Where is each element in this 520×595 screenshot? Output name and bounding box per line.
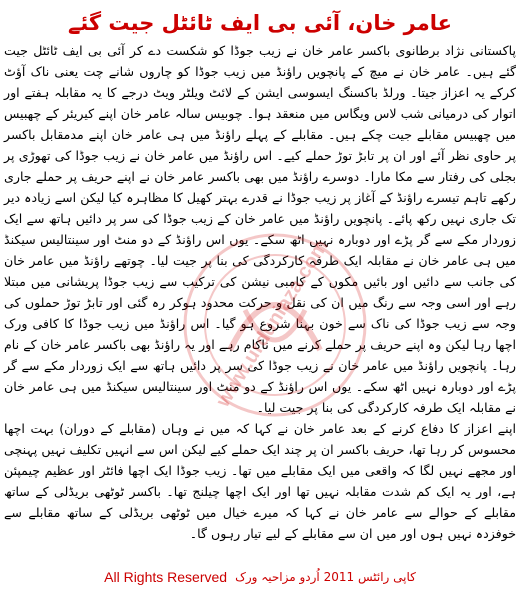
article-title: عامر خان، آئی بی ایف ٹائٹل جیت گئے — [68, 11, 452, 35]
watermark-text: www.urduniaza.com — [212, 235, 333, 411]
footer — [0, 566, 520, 588]
article-body — [4, 40, 516, 540]
footer-copyright: کاپی رائٹس 2011 اُردو مزاحیہ ورک — [235, 570, 416, 584]
footer-rights: All Rights Reserved — [104, 569, 228, 585]
article-paragraph-1: پاکستانی نژاد برطانوی باکسر عامر خان نے زیب جوڈا کو شکست دے کر آئی بی ایف ٹائٹل جیت گئے ہیں۔ عامر خان نے میچ کے پانچویں راؤنڈ میں زیب جوڈا کو چاروں شانے چت یعنی ناک آؤٹ کرکے یہ اعزاز جیتا۔ ورلڈ باکسنگ ایسوسی ایشن کے لائٹ ویلٹر ویٹ درجے کا یہ مقابلہ ہفتے اور اتوار کی درمیانی شب لاس ویگاس میں منعقد ہوا۔ چوبیس سالہ عامر خان اپنے کیریئر کے چھبیس میں چھبیس مقابلے جیت چکے ہیں۔ مقابلے کے پہلے راؤنڈ میں ہی عامر خان اپنے مدمقابل باکسر پر حاوی نظر آئے اور ان پر تابڑ توڑ حملے کیے۔ اس راؤنڈ میں عامر خان نے زیب جوڈا کی تھوڑی پر بجلی کی رفتار سے مکا مارا۔ دوسرے راؤنڈ میں بھی باکسر عامر خان نے اپنے حریف پر حملے جاری رکھے تاہم تیسرے راؤنڈ کے آغاز پر زیب جوڈا نے قدرے بہتر کھیل کا مظاہرہ کیا لیکن اسے زیادہ دیر تک جاری نہیں رکھ پائے۔ پانچویں راؤنڈ میں عامر خان کے زیب جوڈا کی سر پر دائیں ہاتھ سے ایک زوردار مکے سے گر پڑے اور دوبارہ نہیں اٹھ سکے۔ یوں اس راؤنڈ کے دو منٹ اور سینتالیس سیکنڈ میں ہی عامر خان نے مقابلہ ایک طرفہ کارکردگی کی بنا پر جیت لیا۔ چوتھے راؤنڈ میں عامر خان کی جانب سے دائیں اور بائیں مکوں کے کامبی نیشن کی ترکیب سے زیب جوڈا پریشانی میں مبتلا رہے اور اسی وجہ سے رنگ میں ان کی نقل و حرکت محدود ہوکر رہ گئی اور تابڑ توڑ حملوں کی وجہ سے زیب جوڈا کی ناک سے خون بہنا شروع ہو گیا۔ اس راؤنڈ میں زیب جوڈا کا کافی ورک اچھا رہا لیکن وہ اپنے حریف پر حملے کرنے میں ناکام رہے اور یہ راؤنڈ بھی باکسر عامر خان کے نام رہا۔ پانچویں راؤنڈ میں عامر خان نے زیب جوڈا کی سر پر دائیں ہاتھ سے ایک زوردار مکے سے گر پڑے اور دوبارہ نہیں اٹھ سکے۔ یوں اس راؤنڈ کے دو منٹ اور سینتالیس سیکنڈ میں ہی عامر خان نے مقابلہ ایک طرفہ کارکردگی کی بنا پر جیت لیا۔ — [4, 43, 516, 415]
article-paragraph-2: اپنے اعزاز کا دفاع کرنے کے بعد عامر خان نے کہا کہ میں نے وہاں (مقابلے کے دوران) بہت اچھا محسوس کر رہا تھا، حریف باکسر ان پر چند ایک حملے کیے لیکن اس سے انہیں تکلیف نہیں پہنچی اور مجھے نہیں لگا کہ واقعی میں ایک مقابلے میں تھا۔ زیب جوڈا ایک اچھا فائٹر اور عظیم چیمپئن ہے، اور یہ ایک کم شدت مقابلہ نہیں تھا اور ایک اچھا چیلنج تھا۔ باکسر ٹوٹھی بریڈلی کے ساتھ مقابلے کے حوالے سے عامر خان نے کہا کہ میرے خیال میں ٹوٹھی بریڈلی کے ساتھ مقابلے سے خوفزدہ نہیں ہوں اور میں ان سے مقابلے کے لیے تیار رہوں گا۔ — [4, 421, 516, 541]
